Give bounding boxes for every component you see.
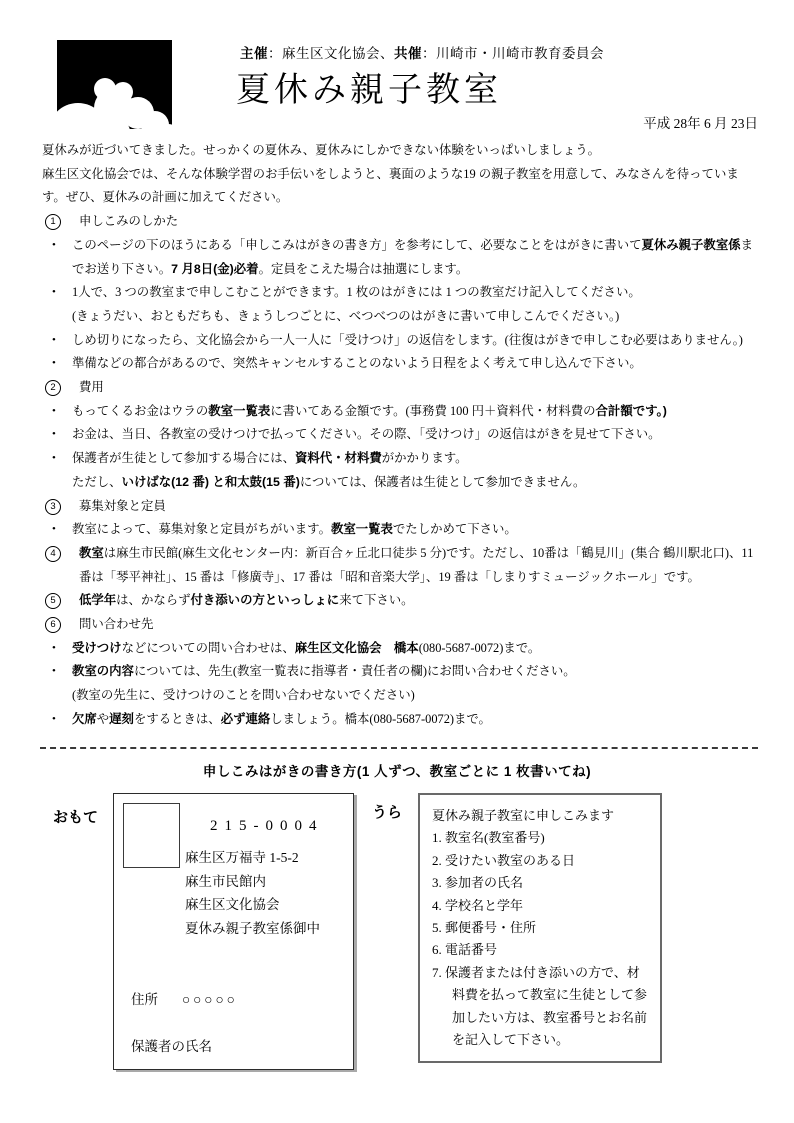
address-placeholder-circles: ○○○○○	[182, 992, 238, 1007]
organizer-label-host: 主催	[240, 46, 268, 61]
intro-paragraph: 麻生区文化協会では、そんな体験学習のお手伝いをしようと、裏面のような19 の親子教室を用意して、みなさんを待っています。ぜひ、夏休みの計画に加えてください。	[42, 166, 739, 205]
address-line: 麻生区文化協会	[185, 897, 280, 912]
numbered-item	[42, 376, 758, 400]
item-text	[72, 475, 585, 489]
plain-text: 教室によって、募集対象と定員がちがいます。	[72, 522, 331, 537]
plain-text: (きょうだい、おともだちも、きょうしつごとに、べつべつのはがきに書いて申しこんでください。)	[72, 308, 620, 323]
bullet-item	[42, 281, 758, 305]
item-text	[72, 712, 491, 726]
intro-block	[42, 139, 758, 210]
back-line: 5. 郵便番号・住所	[432, 920, 537, 936]
plain-text: については、先生(教室一覧表に指導者・責任者の欄)にお問い合わせください。	[133, 664, 576, 679]
bold-text: 夏休み親子教室係	[641, 237, 741, 252]
clouds-silhouette-logo	[57, 40, 172, 140]
item-text	[72, 688, 415, 702]
circled-number-icon: 3	[45, 499, 61, 515]
plain-text: このページの下のほうにある「申しこみはがきの書き方」を参考にして、必要なことをはがきに書いて	[72, 237, 642, 252]
stamp-box	[123, 803, 180, 868]
address-line: 夏休み親子教室係御中	[185, 920, 320, 936]
dashed-separator	[40, 747, 758, 749]
circled-number-icon: 6	[45, 617, 61, 633]
bold-text: 欠席	[72, 711, 97, 726]
plain-text: や	[96, 711, 110, 726]
body-list	[42, 210, 758, 731]
bold-text: 教室	[79, 545, 104, 560]
item-text	[72, 285, 641, 299]
address-line: 麻生区万福寺 1-5-2	[185, 850, 299, 865]
plain-text: 。定員をこえた場合は抽選にします。	[258, 261, 469, 276]
bullet-icon: •	[52, 357, 56, 370]
postcard-front-box	[113, 793, 354, 1070]
bullet-item	[42, 447, 758, 471]
plain-text: でたしかめて下さい。	[392, 522, 517, 537]
bold-text: 遅刻	[109, 711, 134, 726]
item-text	[72, 404, 667, 418]
bullet-icon: •	[52, 333, 56, 346]
bold-text: いけばな(12 番) と和太鼓(15 番)	[121, 474, 300, 489]
plain-text: しめ切りになったら、文化協会から一人一人に「受けつけ」の返信をします。(往復はがきで申しこむ必要はありません。)	[72, 332, 743, 347]
plain-text: お金は、当日、各教室の受けつけで払ってください。その際、「受けつけ」の返信はがきを見せて下さい。	[72, 427, 661, 442]
plain-text: しましょう。橋本(080-5687-0072)まで。	[270, 711, 491, 726]
plain-text: 問い合わせ先	[79, 617, 154, 632]
body-text	[42, 139, 758, 732]
item-text	[79, 617, 153, 631]
clouds-logo-graphic	[57, 40, 172, 140]
item-text	[79, 546, 753, 584]
item-text	[72, 309, 619, 323]
postcard-writing-heading: 申しこみはがきの書き方(1 人ずつ、教室ごとに 1 枚書いてね)	[202, 764, 592, 779]
plain-text: がかかります。	[381, 451, 468, 466]
plain-text: ただし、	[72, 474, 122, 489]
bullet-item	[42, 660, 758, 684]
back-lines-block	[432, 805, 648, 962]
recipient-address-block	[185, 846, 320, 940]
plain-text: (教室の先生に、受けつけのことを問い合わせないでください)	[72, 688, 415, 703]
organizer-label-cohost: 共催	[394, 46, 422, 61]
plain-text: までお送り下さい。	[72, 237, 753, 276]
plain-text: などについての問い合わせは、	[121, 640, 295, 655]
bold-text: 必ず連絡	[220, 711, 271, 726]
numbered-item	[42, 542, 758, 589]
circled-number-icon: 2	[45, 380, 61, 396]
bullet-item	[42, 234, 758, 281]
bold-text: 受けつけ	[72, 640, 122, 655]
sender-address-line	[131, 988, 238, 1008]
numbered-item	[42, 589, 758, 613]
bullet-icon: •	[52, 641, 56, 654]
plain-text: 募集対象と定員	[79, 498, 166, 513]
plain-text: をするときは、	[133, 711, 221, 726]
bullet-icon: •	[52, 452, 56, 465]
address-line: 麻生市民館内	[185, 873, 266, 889]
plain-text: 1人で、3 つの教室まで申しこむことができます。1 枚のはがきには 1 つの教室だけ記入してください。	[72, 285, 641, 300]
bullet-icon: •	[52, 665, 56, 678]
back-line: 4. 学校名と学年	[432, 897, 524, 913]
bold-text: 資料代・材料費	[295, 451, 382, 466]
plain-text: 来て下さい。	[339, 593, 414, 608]
item-text	[72, 427, 661, 441]
back-item-7: 7. 保護者または付き添いの方で、材料費を払って教室に生徒として参加したい方は、教室番号とお名前を記入して下さい。	[432, 964, 648, 1048]
item-text	[79, 214, 178, 228]
continuation-line	[42, 305, 758, 329]
bold-text: 教室一覧表	[208, 403, 271, 418]
plain-text: 保護者が生徒として参加する場合には、	[72, 451, 296, 466]
plain-text: 費用	[79, 380, 104, 395]
bullet-item	[42, 423, 758, 447]
back-line: 夏休み親子教室に申しこみます	[432, 808, 615, 823]
item-text	[72, 664, 576, 678]
bold-text: 低学年	[79, 593, 117, 608]
bold-text: 付き添いの方といっしょに	[190, 593, 340, 608]
bullet-icon: •	[52, 523, 56, 536]
plain-text: については、保護者は生徒として参加できません。	[299, 474, 586, 489]
item-text	[72, 641, 540, 655]
continuation-line	[42, 684, 758, 708]
continuation-line	[42, 471, 758, 495]
item-text	[79, 499, 166, 513]
plain-text: 準備などの都合があるので、突然キャンセルすることのないよう日程をよく考えて申し込んで下さい。	[72, 356, 642, 371]
plain-text: 申しこみのしかた	[79, 214, 179, 229]
item-text	[72, 451, 468, 465]
numbered-item	[42, 495, 758, 519]
item-text	[72, 333, 743, 347]
postal-code: 215-0004	[210, 818, 324, 834]
item-text	[72, 238, 753, 276]
item-text	[79, 593, 414, 607]
back-line: 3. 参加者の氏名	[432, 875, 524, 891]
bullet-item	[42, 637, 758, 661]
plain-text: は、かならず	[116, 593, 191, 608]
bullet-item	[42, 352, 758, 376]
item-text	[72, 356, 642, 370]
circled-number-icon: 5	[45, 593, 61, 609]
plain-text: もってくるお金はウラの	[72, 403, 209, 418]
plain-text: に書いてある金額です。(事務費 100 円＋資料代・材料費の	[270, 403, 596, 418]
item-text	[79, 380, 104, 394]
guardian-name-label: 保護者の氏名	[131, 1039, 212, 1054]
bold-text: 教室の内容	[72, 664, 134, 679]
plain-text: は麻生市民館(麻生文化センター内：新百合ヶ丘北口徒歩 5 分)です。ただし、10番は「鶴見川」(集合 鶴川駅北口)、11 番は「琴平神社」、15 番は「修廣寺」、17 番は「昭和音楽大学」、19 番は「しまりすミュージックホール」です。	[79, 545, 754, 584]
bold-text: 教室一覧表	[330, 522, 393, 537]
postcard-back-label: うら	[372, 804, 403, 821]
organizer-line	[240, 42, 604, 62]
item-text	[72, 522, 517, 536]
bullet-item	[42, 708, 758, 732]
intro-paragraph: 夏休みが近づいてきました。せっかくの夏休み、夏休みにしかできない体験をいっぱいしましょう。	[42, 143, 601, 157]
organizer-text-host: ：麻生区文化協会、	[268, 46, 394, 61]
bold-text: 合計額です。)	[595, 403, 667, 418]
postcard-front-label: おもて	[53, 809, 99, 826]
bullet-item	[42, 400, 758, 424]
numbered-item	[42, 210, 758, 234]
bullet-icon: •	[52, 428, 56, 441]
bullet-item	[42, 329, 758, 353]
back-line: 2. 受けたい教室のある日	[432, 852, 576, 868]
bullet-item	[42, 518, 758, 542]
bullet-icon: •	[52, 238, 56, 251]
page-title: 夏休み親子教室	[236, 71, 502, 109]
circled-number-icon: 4	[45, 546, 61, 562]
back-line: 1. 教室名(教室番号)	[432, 830, 545, 846]
address-label: 住所	[131, 992, 158, 1007]
bold-text: 麻生区文化協会 橋本	[294, 640, 419, 655]
issue-date: 平成 28年 6 月 23日	[643, 116, 758, 131]
bullet-icon: •	[52, 286, 56, 299]
circled-number-icon: 1	[45, 214, 61, 230]
organizer-text-cohost: ：川崎市・川崎市教育委員会	[422, 46, 604, 61]
bullet-icon: •	[52, 712, 56, 725]
bullet-icon: •	[52, 404, 56, 417]
plain-text: (080-5687-0072)まで。	[418, 640, 541, 655]
numbered-item	[42, 613, 758, 637]
bold-text: 7 月8日(金)必着	[171, 261, 259, 276]
postcard-back-box	[418, 793, 662, 1063]
back-line: 6. 電話番号	[432, 942, 498, 958]
